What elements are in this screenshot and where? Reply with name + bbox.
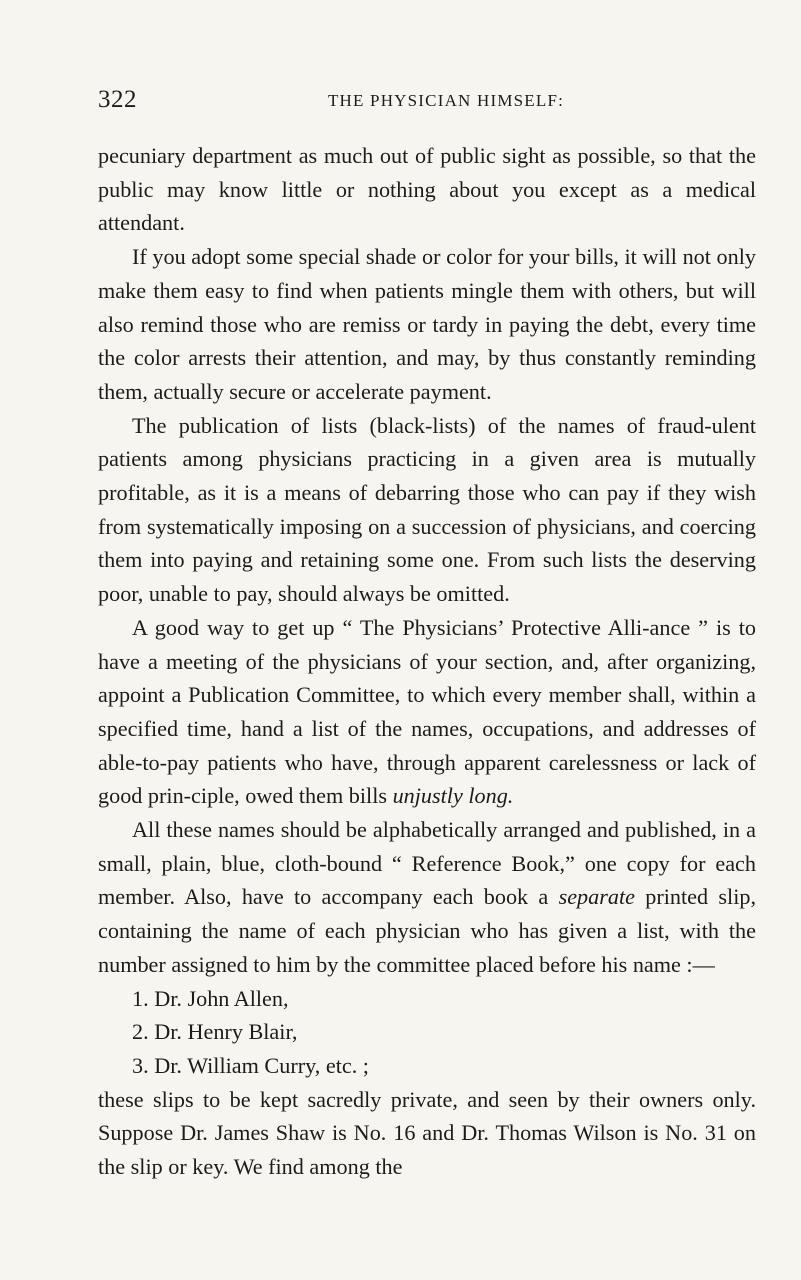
emphasis-text: unjustly long. <box>392 783 514 809</box>
paragraph-black-lists: The publication of lists (black-lists) of the names of fraud-ulent patients among physicians practicing in a given area is mutually profitable, as it is a means of debarring those who can pay if they wish from systematically imposing on a succession of physicians, and coercing them into paying and retaining some one. From such lists the deserving poor, unable to pay, should always be omitted. <box>98 412 756 607</box>
page-number: 322 <box>98 86 137 113</box>
paragraph-text: All these names should be alphabetically arranged and published, in a small, plain, blue, cloth-bound “ Reference Book,” one copy for each member. Also, have to accompany each book a <box>98 817 756 910</box>
paragraph-text: A good way to get up “ The Physicians’ Protective Alli-ance ” is to have a meeting of the physicians of your section, and, after organizing, appoint a Publication Committee, to which every member shall, within a specified time, hand a list of the names, occupations, and addresses of able-to-pay patients who have, through apparent carelessness or lack of good prin-ciple, owed them bills <box>98 614 756 809</box>
paragraph-protective-alliance <box>98 611 756 813</box>
list-item: 2. Dr. Henry Blair, <box>132 1019 298 1045</box>
paragraph-text: printed slip, containing the name of each physician who has given a list, with the number assigned to him by the committee placed before his name :— <box>98 884 757 977</box>
page-header <box>98 86 754 116</box>
list-item: 1. Dr. John Allen, <box>132 985 289 1011</box>
paragraph-bill-color: If you adopt some special shade or color for your bills, it will not only make them easy to find when patients mingle them with others, but will also remind those who are remiss or tardy in paying the debt, every time the color arrests their attention, and may, by thus constantly reminding them, actually secure or accelerate payment. <box>98 244 756 404</box>
list-item: 3. Dr. William Curry, etc. ; <box>132 1052 369 1078</box>
emphasis-text: separate <box>558 884 635 910</box>
physician-list <box>98 982 756 1083</box>
paragraph-slips: these slips to be kept sacredly private, and seen by their owners only. Suppose Dr. James Shaw is No. 16 and Dr. Thomas Wilson is No. 31 on the slip or key. We find among the <box>98 1086 756 1180</box>
paragraph-continued: pecuniary department as much out of public sight as possible, so that the public may know little or nothing about you except as a medical attendant. <box>98 143 756 236</box>
body-text <box>98 139 756 1184</box>
running-title: THE PHYSICIAN HIMSELF: <box>327 91 565 110</box>
paragraph-reference-book <box>98 813 756 982</box>
